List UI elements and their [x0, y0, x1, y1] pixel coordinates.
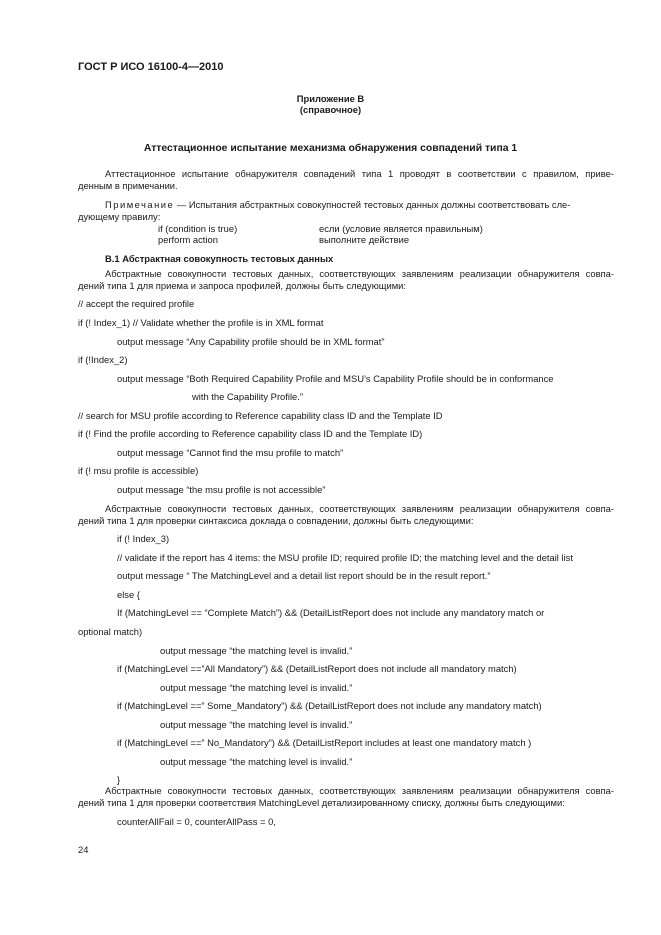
code-line: // accept the required profile [78, 298, 195, 309]
code-line: else { [117, 589, 140, 600]
code-line: output message “ The MatchingLevel and a detail list report should be in the result report.” [117, 570, 491, 581]
note-line-1 [105, 199, 614, 210]
code-line: if (! msu profile is accessible) [78, 465, 199, 476]
para-2-line-2: дений типа 1 для проверки синтаксиса доклада о совпадении, должны быть следующими: [78, 515, 474, 526]
code-line: if (MatchingLevel ==”All Mandatory”) && (DetailListReport does not include all mandatory match) [117, 663, 517, 674]
code-line: output message “the matching level is invalid.” [160, 719, 353, 730]
note-row-2-right: выполните действие [319, 234, 410, 245]
code-line: with the Capability Profile.” [192, 391, 303, 402]
code-line: output message “the matching level is invalid.” [160, 645, 353, 656]
code-line: optional match) [78, 626, 143, 637]
code-line: output message “Cannot find the msu profile to match” [117, 447, 344, 458]
code-line: // search for MSU profile according to Reference capability class ID and the Template ID [78, 410, 443, 421]
para-2-line-1: Абстрактные совокупности тестовых данных, соответствующих заявлениям реализации обнаружителя совпа- [105, 503, 614, 514]
code-line: output message “Both Required Capability Profile and MSU’s Capability Profile should be in conformance [117, 373, 554, 384]
intro-line-2: денным в примечании. [78, 180, 178, 191]
note-text-1: — Испытания абстрактных совокупностей тестовых данных должны соответствовать сле- [174, 199, 571, 210]
note-label: Примечание [105, 199, 175, 210]
section-b1-para-line-2: дений типа 1 для приема и запроса профилей, должны быть следующими: [78, 280, 406, 291]
para-3-line-2: дений типа 1 для проверки соответствия MatchingLevel детализированному списку, должны быть следующими: [78, 797, 565, 808]
note-line-2: дующему правилу: [78, 211, 161, 222]
note-row-2-left: perform action [158, 234, 218, 245]
code-line: if (! Find the profile according to Reference capability class ID and the Template ID) [78, 428, 423, 439]
code-line: if (! Index_1) // Validate whether the profile is in XML format [78, 317, 324, 328]
code-line: } [117, 774, 121, 785]
code-line: if (!Index_2) [78, 354, 128, 365]
code-line: counterAllFail = 0, counterAllPass = 0, [117, 816, 276, 827]
code-line: output message “Any Capability profile should be in XML format” [117, 336, 385, 347]
code-line: output message “the matching level is invalid.” [160, 682, 353, 693]
page-number: 24 [78, 844, 89, 855]
code-line: If (MatchingLevel == “Complete Match”) && (DetailListReport does not include any mandatory match or [117, 607, 545, 618]
annex-heading: Аттестационное испытание механизма обнаружения совпадений типа 1 [143, 143, 518, 154]
section-b1-para-line-1: Абстрактные совокупности тестовых данных, соответствующих заявлениям реализации обнаружителя совпа- [105, 268, 614, 279]
code-line: output message “the msu profile is not accessible” [117, 484, 326, 495]
code-line: if (MatchingLevel ==” Some_Mandatory”) && (DetailListReport does not include any mandatory match) [117, 700, 542, 711]
code-line: output message “the matching level is invalid.” [160, 756, 353, 767]
document-header: ГОСТ Р ИСО 16100-4—2010 [78, 61, 224, 73]
code-line: if (MatchingLevel ==” No_Mandatory”) && (DetailListReport includes at least one mandatory match ) [117, 737, 532, 748]
intro-line-1: Аттестационное испытание обнаружителя совпадений типа 1 проводят в соответствии с правилом, приве- [105, 168, 614, 179]
note-row-1-left: if (condition is true) [158, 223, 238, 234]
annex-subtitle: (справочное) [299, 104, 362, 115]
code-line: if (! Index_3) [117, 533, 170, 544]
code-line: // validate if the report has 4 items: the MSU profile ID; required profile ID; the matching level and the detail list [117, 552, 573, 563]
annex-title: Приложение В [296, 93, 365, 104]
note-row-1-right: если (условие является правильным) [319, 223, 483, 234]
para-3-line-1: Абстрактные совокупности тестовых данных, соответствующих заявлениям реализации обнаружителя совпа- [105, 785, 614, 796]
section-b1-heading: В.1 Абстрактная совокупность тестовых данных [105, 253, 334, 264]
